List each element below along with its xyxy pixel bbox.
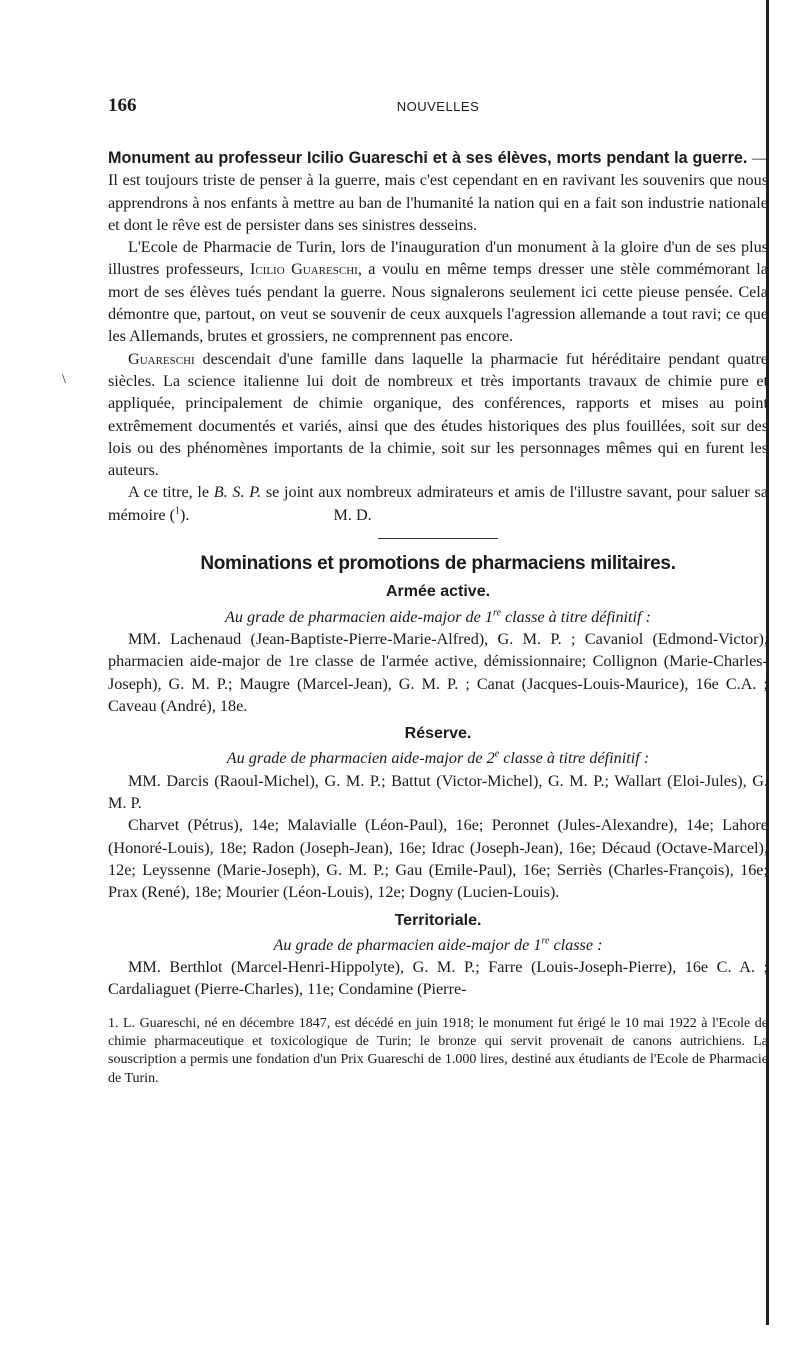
grade-line-active: Au grade de pharmacien aide-major de 1re classe à titre définitif : [225,607,651,626]
heading-armee-active: Armée active. [385,583,491,601]
page-header [108,95,768,119]
list-active: MM. Lachenaud (Jean-Baptiste-Pierre-Marie-Alfred), G. M. P. ; Cavaniol (Edmond-Victor), pharmacien aide-major de 1re classe de l'armée active, démissionnaire; Collignon (Marie-Charles-Joseph), G. M. P.; Maugre (Marcel-Jean), G. M. P. ; Canat (Jacques-Louis-Maurice), 16e C.A. ; Caveau (André), 18e. [108,629,768,715]
grade-line-reserve: Au grade de pharmacien aide-major de 2e classe à titre définitif : [226,749,650,768]
list-territoriale: MM. Berthlot (Marcel-Henri-Hippolyte), G. M. P.; Farre (Louis-Joseph-Pierre), 16e C. A. ; Cardaliaguet (Pierre-Charles), 11e; Condamine (Pierre- [108,958,768,999]
article-title: Monument au professeur Icilio Guareschi et à ses élèves, morts pendant la guerre. [108,149,748,167]
signature: M. D. [333,505,372,524]
footnote: 1. L. Guareschi, né en décembre 1847, est décédé en juin 1918; le monument fut érigé le 10 mai 1922 à l'Ecole de chimie pharmaceutique et toxicologique de Turin; le bronze qui servit provenait de canons autrichiens. La souscription a permis une fondation d'un Prix Guareschi de 1.000 lires, destiné aux étudiants de l'Ecole de Pharmacie de Turin. [108,1015,768,1086]
page-number: 166 [108,95,137,116]
heading-reserve: Réserve. [404,725,472,743]
list-reserve-2: Charvet (Pétrus), 14e; Malavialle (Léon-Paul), 16e; Peronnet (Jules-Alexandre), 14e; Lahore (Honoré-Louis), 18e; Radon (Joseph-Jean), 16e; Idrac (Joseph-Jean), 16e; Décaud (Octave-Marcel), 12e; Leyssenne (Marie-Joseph), G. M. P.; Gau (Emile-Paul), 16e; Serriès (Charles-François), 16e; Prax (René), 18e; Mourier (Léon-Louis), 12e; Dogny (Lucien-Louis). [108,816,768,902]
paragraph-4: A ce titre, le B. S. P. se joint aux nombreux admirateurs et amis de l'illustre savant, pour saluer sa mémoire ($^1$). M. D. [108,481,768,526]
article-monument [108,147,768,1001]
page [108,95,768,1088]
paragraph-2: L'Ecole de Pharmacie de Turin, lors de l'inauguration d'un monument à la gloire d'un de ses plus illustres professeurs, Icilio Guareschi, a voulu en même temps dresser une stèle commémorant la mort de ses élèves tués pendant la guerre. Nous signalerons seulement ici cette pieuse pensée. Cela démontre que, partout, on veut se souvenir de ceux auxquels l'agression allemande a tout ravi; ce que les Allemands, brutes et grossiers, ne comprennent pas encore. [108,238,768,346]
person-name: Icilio Guareschi [249,260,358,279]
paragraph-1: — Il est toujours triste de penser à la guerre, mais c'est cependant en en ravivant les souvenirs que nous apprendrons à nos enfants à mettre au ban de l'humanité la nation qui en a fait son industrie nationale et dont le rêve est de persister dans ses sinistres desseins. [108,149,768,234]
running-head: NOUVELLES [396,99,480,114]
paragraph-3: Guareschi descendait d'une famille dans laquelle la pharmacie fut héréditaire pendant quatre siècles. La science italienne lui doit de nombreux et très importants travaux de chimie pure et appliquée, principalement de chimie organique, des conférences, rapports et mises au point extrêmement documentés et variés, ainsi que des études historiques des plus fouillées, soit sur des lois ou des phénomènes importants de la chimie, soit sur les personnages mêmes qui en furent les auteurs. [108,349,768,480]
section-title: Nominations et promotions de pharmaciens militaires. [200,553,676,575]
bsp-abbrev: B. S. P. [213,483,262,502]
heading-territoriale: Territoriale. [394,911,482,929]
margin-mark: \ [62,372,66,387]
person-name: Guareschi [128,349,195,368]
footnote-ref: 1 [174,505,180,517]
separator-rule [378,538,498,539]
list-reserve-1: MM. Darcis (Raoul-Michel), G. M. P.; Battut (Victor-Michel), G. M. P.; Wallart (Eloi-Jules), G. M. P. [108,771,768,813]
grade-line-territoriale: Au grade de pharmacien aide-major de 1re classe : [273,935,603,954]
